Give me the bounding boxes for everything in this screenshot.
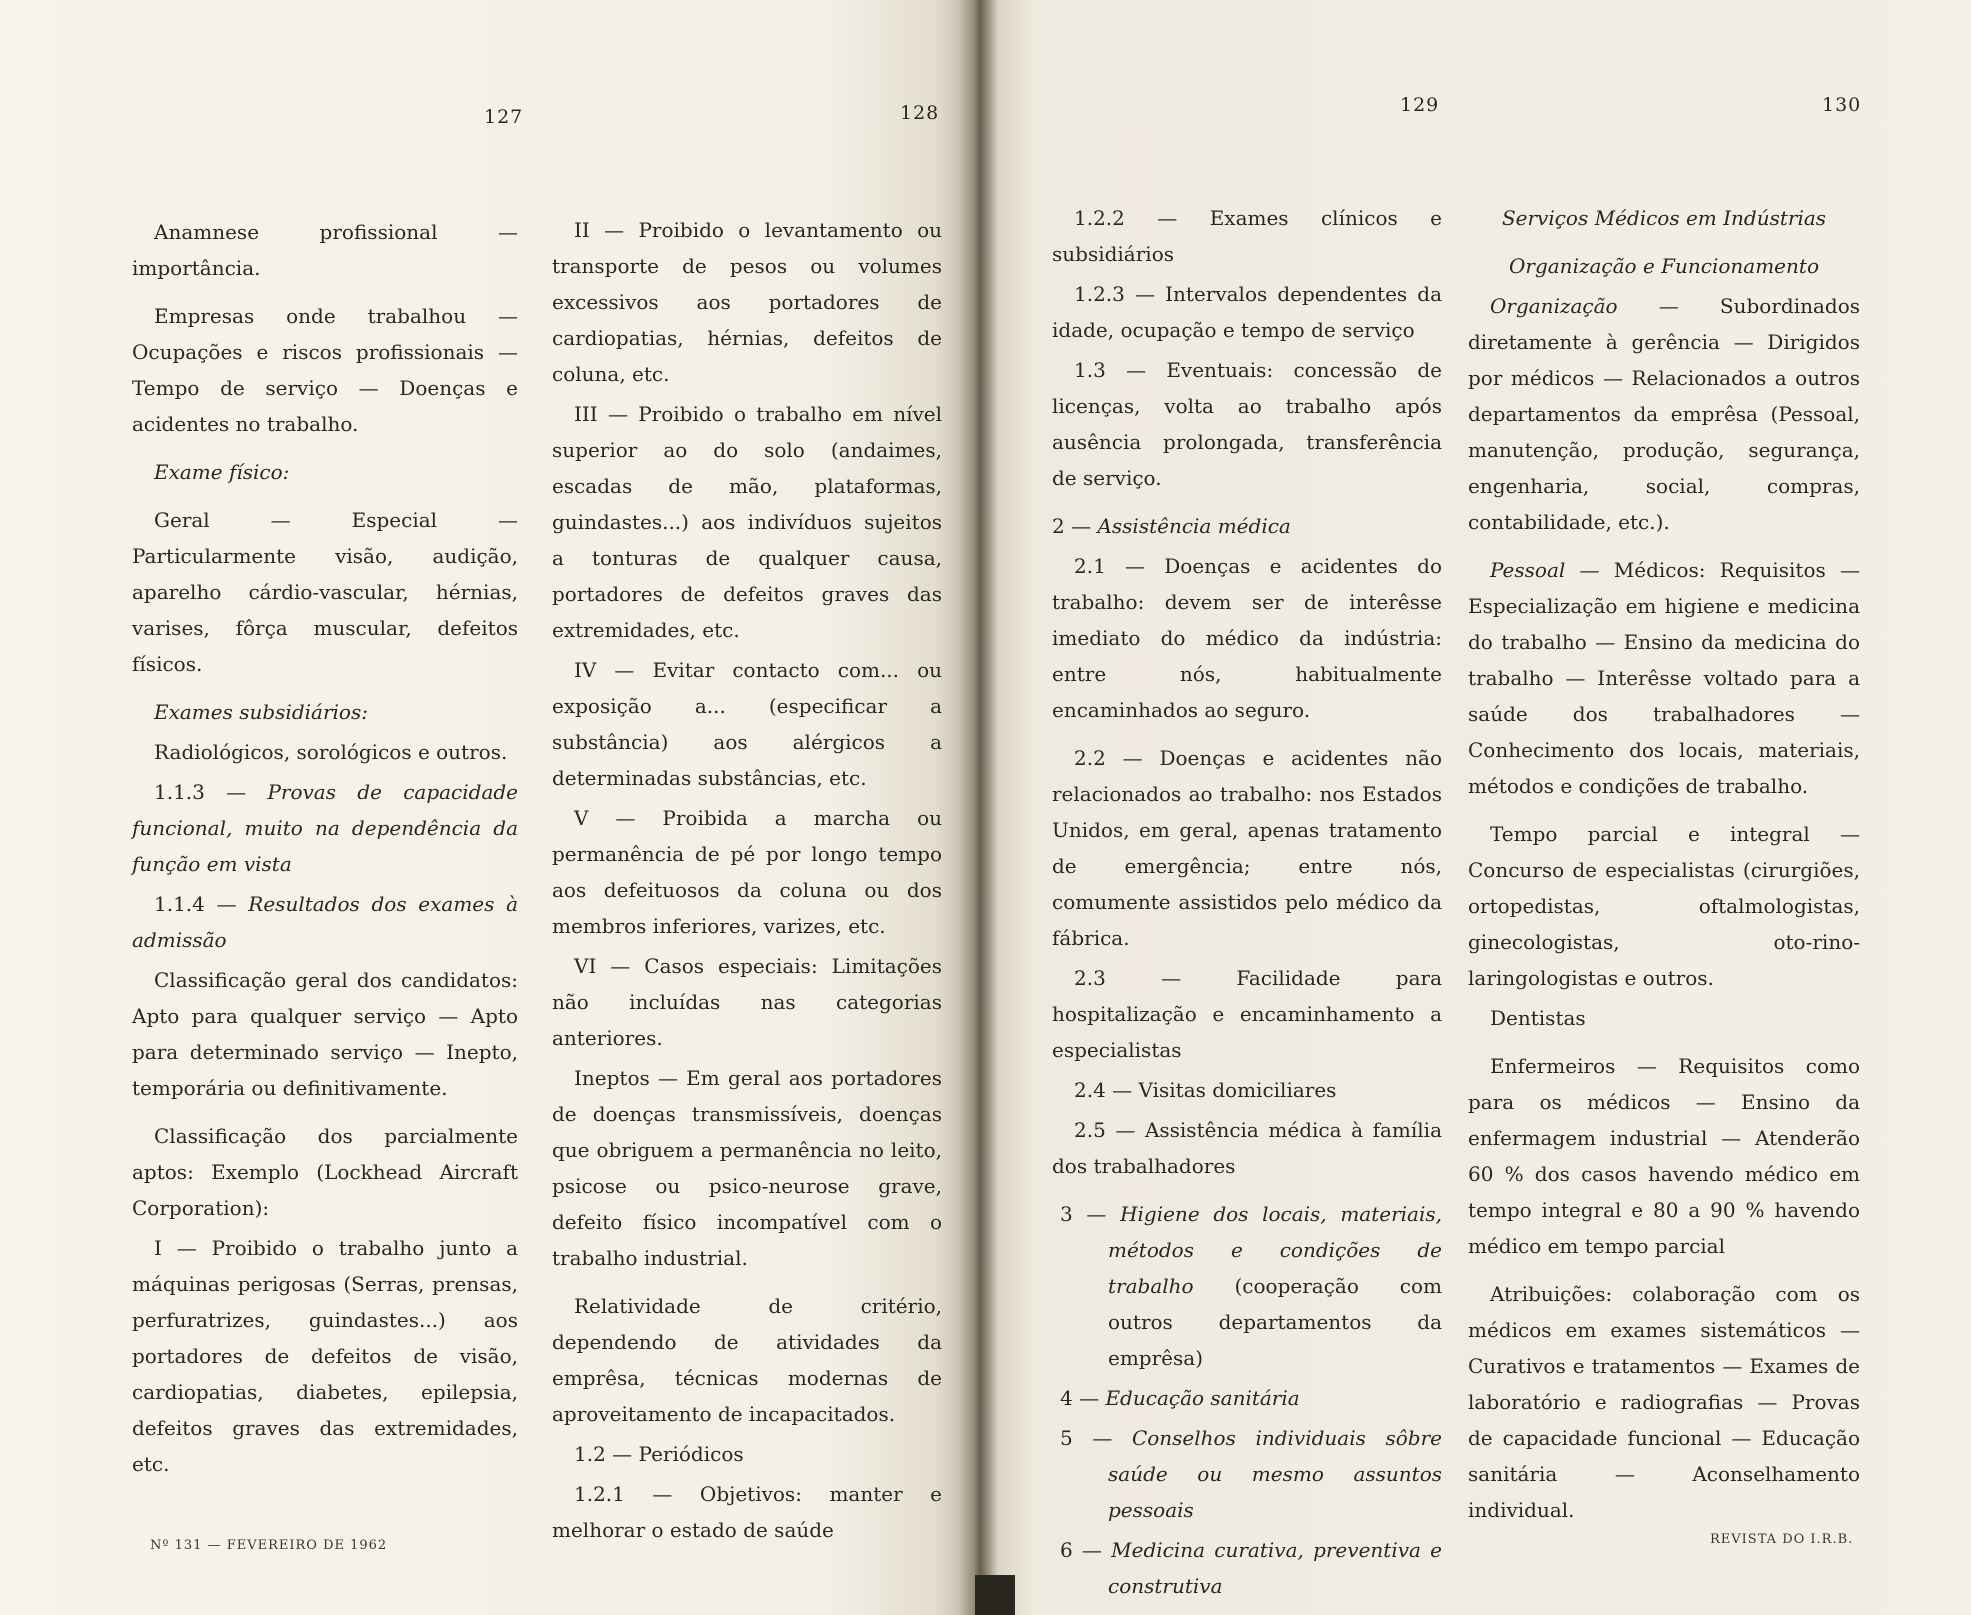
article-subtitle: Organização e Funcionamento bbox=[1509, 254, 1819, 278]
section-title: Provas de capacidade funcional, muito na dependência da função em vista bbox=[132, 780, 519, 876]
section-title: Conselhos individuais sôbre saúde ou mesmo assuntos pessoais bbox=[1108, 1426, 1442, 1522]
lead-text: — Médicos: Requisitos — Especialização em higiene e medicina do trabalho — Ensino da medicina do trabalho — Interêsse voltado para a saúde dos trabalhadores — Conhecimento dos locais, materiais, métodos e condições de trabalho. bbox=[1468, 558, 1860, 798]
column-page-130 bbox=[1468, 200, 1860, 1532]
page-number-129: 129 bbox=[1400, 94, 1440, 116]
section-number: 2 — bbox=[1052, 514, 1098, 538]
binding-shadow bbox=[975, 1575, 1015, 1615]
section-title: Higiene dos locais, materiais, métodos e condições de trabalho bbox=[1108, 1202, 1442, 1298]
paragraph: Anamnese profissional — importância. bbox=[132, 220, 518, 280]
section-number: 1.1.4 — bbox=[154, 892, 249, 916]
paragraph: Classificação dos parcialmente aptos: Exemplo (Lockhead Aircraft Corporation): bbox=[132, 1124, 518, 1220]
section-number: 5 — bbox=[1060, 1426, 1132, 1450]
paragraph: 2.3 — Facilidade para hospitalização e encaminhamento a especialistas bbox=[1052, 966, 1442, 1062]
paragraph: Relatividade de critério, dependendo de atividades da emprêsa, técnicas modernas de aproveitamento de incapacitados. bbox=[552, 1294, 942, 1426]
paragraph: Geral — Especial — Particularmente visão, audição, aparelho cárdio-vascular, hérnias, varises, fôrça muscular, defeitos físicos. bbox=[132, 508, 518, 676]
paragraph: 1.3 — Eventuais: concessão de licenças, volta ao trabalho após ausência prolongada, transferência de serviço. bbox=[1052, 358, 1442, 490]
section-note: (cooperação com outros departamentos da emprêsa) bbox=[1108, 1274, 1442, 1370]
paragraph: Classificação geral dos candidatos: Apto para qualquer serviço — Apto para determinado serviço — Inepto, temporária ou definitivamente. bbox=[132, 968, 518, 1100]
section-5 bbox=[1052, 1420, 1442, 1528]
section-1-2: 1.2 — Periódicos bbox=[574, 1442, 744, 1466]
section-number: 3 — bbox=[1060, 1202, 1121, 1226]
section-3 bbox=[1052, 1196, 1442, 1376]
section-1-1-3 bbox=[132, 774, 518, 882]
paragraph: Ineptos — Em geral aos portadores de doenças transmissíveis, doenças que obriguem a permanência no leito, psicose ou psico-neurose grave, defeito físico incompatível com o trabalho industrial. bbox=[552, 1066, 942, 1270]
paragraph: Enfermeiros — Requisitos como para os médicos — Ensino da enfermagem industrial — Atenderão 60 % dos casos havendo médico em tempo integral e 80 a 90 % havendo médico em tempo parcial bbox=[1468, 1054, 1860, 1258]
paragraph: V — Proibida a marcha ou permanência de pé por longo tempo aos defeituosos da coluna ou dos membros inferiores, varizes, etc. bbox=[552, 806, 942, 938]
section-number: 6 — bbox=[1060, 1538, 1112, 1562]
page-number-128: 128 bbox=[900, 102, 940, 124]
paragraph: Tempo parcial e integral — Concurso de especialistas (cirurgiões, ortopedistas, oftalmologistas, ginecologistas, oto-rino-laringologistas e outros. bbox=[1468, 822, 1860, 990]
lead-term: Pessoal bbox=[1490, 558, 1566, 582]
paragraph: Radiológicos, sorológicos e outros. bbox=[154, 740, 508, 764]
column-page-129 bbox=[1052, 200, 1442, 1608]
section-title: Educação sanitária bbox=[1105, 1386, 1300, 1410]
paragraph: 2.4 — Visitas domiciliares bbox=[1074, 1078, 1337, 1102]
section-1-1-4 bbox=[132, 886, 518, 958]
paragraph: 1.2.2 — Exames clínicos e subsidiários bbox=[1052, 206, 1442, 266]
subheading: Exame físico: bbox=[154, 460, 290, 484]
paragraph: II — Proibido o levantamento ou transporte de pesos ou volumes excessivos aos portadores de cardiopatias, hérnias, defeitos de coluna, etc. bbox=[552, 218, 942, 386]
section-title: Medicina curativa, preventiva e construtiva bbox=[1108, 1538, 1442, 1598]
footer-journal: REVISTA DO I.R.B. bbox=[1710, 1532, 1854, 1547]
paragraph: VI — Casos especiais: Limitações não incluídas nas categorias anteriores. bbox=[552, 954, 942, 1050]
paragraph-pessoal bbox=[1468, 552, 1860, 804]
subheading: Exames subsidiários: bbox=[154, 700, 368, 724]
paragraph: Dentistas bbox=[1490, 1006, 1586, 1030]
book-gutter bbox=[958, 0, 998, 1615]
section-number: 4 — bbox=[1060, 1386, 1106, 1410]
lead-text: — Subordinados diretamente à gerência — Dirigidos por médicos — Relacionados a outros departamentos da emprêsa (Pessoal, manutenção, produção, segurança, engenharia, social, compras, contabilidade, etc.). bbox=[1468, 294, 1860, 534]
paragraph: 1.2.1 — Objetivos: manter e melhorar o estado de saúde bbox=[552, 1482, 942, 1542]
column-page-127 bbox=[132, 214, 518, 1486]
section-2 bbox=[1052, 508, 1442, 544]
paragraph: 2.1 — Doenças e acidentes do trabalho: devem ser de interêsse imediato do médico da indústria: entre nós, habitualmente encaminhados ao seguro. bbox=[1052, 554, 1442, 722]
paragraph-organizacao bbox=[1468, 288, 1860, 540]
paragraph: Empresas onde trabalhou — Ocupações e riscos profissionais — Tempo de serviço — Doenças e acidentes no trabalho. bbox=[132, 304, 518, 436]
paragraph: I — Proibido o trabalho junto a máquinas perigosas (Serras, prensas, perfuratrizes, guindastes...) aos portadores de defeitos de visão, cardiopatias, diabetes, epilepsia, defeitos graves das extremidades, etc. bbox=[132, 1236, 518, 1476]
lead-term: Organização bbox=[1490, 294, 1618, 318]
column-page-128 bbox=[552, 212, 942, 1552]
paragraph: III — Proibido o trabalho em nível superior ao do solo (andaimes, escadas de mão, plataformas, guindastes...) aos indivíduos sujeitos a tonturas de qualquer causa, portadores de defeitos graves das extremidades, etc. bbox=[552, 402, 942, 642]
section-title: Assistência médica bbox=[1097, 514, 1291, 538]
article-title: Serviços Médicos em Indústrias bbox=[1501, 206, 1827, 230]
page-number-127: 127 bbox=[484, 106, 524, 128]
paragraph: Atribuições: colaboração com os médicos em exames sistemáticos — Curativos e tratamentos — Exames de laboratório e radiografias — Provas de capacidade funcional — Educação sanitária — Aconselhamento individual. bbox=[1468, 1282, 1860, 1522]
paragraph: 2.5 — Assistência médica à família dos trabalhadores bbox=[1052, 1118, 1442, 1178]
paragraph: IV — Evitar contacto com... ou exposição a... (especificar a substância) aos alérgicos a determinadas substâncias, etc. bbox=[552, 658, 942, 790]
paragraph: 1.2.3 — Intervalos dependentes da idade, ocupação e tempo de serviço bbox=[1052, 282, 1442, 342]
section-6 bbox=[1052, 1532, 1442, 1604]
section-title: Resultados dos exames à admissão bbox=[132, 892, 518, 952]
footer-issue: Nº 131 — FEVEREIRO DE 1962 bbox=[150, 1538, 388, 1553]
section-number: 1.1.3 — bbox=[154, 780, 268, 804]
paragraph: 2.2 — Doenças e acidentes não relacionados ao trabalho: nos Estados Unidos, em geral, apenas tratamento de emergência; entre nós, comumente assistidos pelo médico da fábrica. bbox=[1052, 746, 1442, 950]
section-4 bbox=[1052, 1380, 1442, 1416]
page-number-130: 130 bbox=[1822, 94, 1862, 116]
